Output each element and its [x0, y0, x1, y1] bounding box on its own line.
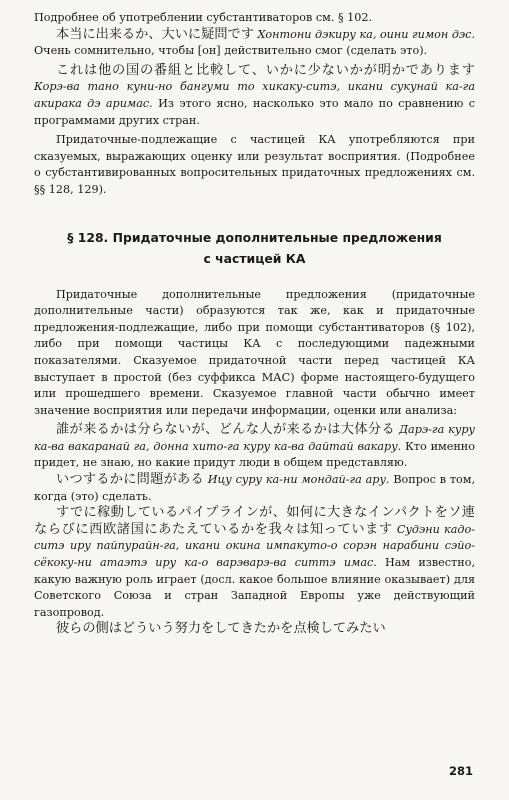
example-sentence [34, 621, 475, 638]
example-sentence [34, 63, 475, 129]
transliteration: Ицу суру ка-ни мондай-га ару. [203, 473, 390, 487]
example-sentence [34, 472, 475, 505]
japanese-text: すでに稼動しているパイプラインが、如何に大きなインパクトをソ連ならびに西欧諸国にあたえているかを我々は知っています [34, 505, 475, 537]
transliteration: Судэни кадо-ситэ иру пайпурайн-га, икани окина импакуто-о сорэн нарабини сэйо-сёкоку-ни атаэтэ иру ка-о варэварэ-ва ситтэ имас. [34, 522, 475, 570]
translation: Очень сомнительно, чтобы [он] действительно смог (сделать это). [34, 44, 428, 58]
section-title-line: § 128. Придаточные дополнительные предложения [67, 229, 442, 245]
example-sentence [34, 422, 475, 472]
section-heading [34, 227, 475, 269]
transliteration: Корэ-ва тано куни-но бангуми то хикаку-ситэ, икани сукунай ка-га акирака дэ аримас. [34, 80, 475, 110]
paragraph: Придаточные-подлежащие с частицей КА употребляются при сказуемых, выражающих оценку или результат восприятия. (Подробнее о субстантивированных вопросительных придаточных предложениях см. §§ 128, 129). [34, 133, 475, 196]
paragraph: Подробнее об употреблении субстантиваторов см. § 102. [34, 11, 373, 24]
translation: Из этого ясно, насколько это мало по сравнению с программами других стран. [34, 96, 475, 127]
example-sentence [34, 27, 475, 60]
example-sentence [34, 505, 475, 621]
section-title-line: с частицей КА [203, 250, 306, 266]
japanese-text: 誰が来るかは分らないが、どんな人が来るかは大体分る [56, 422, 396, 438]
page-number: 281 [448, 764, 473, 778]
paragraph: Придаточные дополнительные предложения (придаточные дополнительные части) образуются так же, как и придаточные предложения-подлежащие, либо при помощи субстантиваторов (§ 102), либо при помощи частицы КА с последующими падежными показателями. Сказуемое придаточной части перед частицей КА выступает в простой (без суффикса МАС) форме настоящего-будущего или прошедшего времени. Сказуемое главной части обычно имеет значение восприятия или передачи информации, оценки или анализа: [34, 287, 475, 417]
japanese-text: いつするかに問題がある [56, 472, 204, 488]
transliteration: Хонтони дэкиру ка, оини гимон дэс. [253, 27, 475, 41]
japanese-text: 本当に出来るか、大いに疑問です [56, 26, 254, 42]
translation: Нам известно, какую важную роль играет (досл. какое большое влияние оказывает) для Советского Союза и стран Западной Европы уже действующий газопровод. [34, 556, 475, 619]
translation: Кто именно придет, не знаю, но какие придут люди в общем представляю. [34, 439, 475, 470]
translation: Вопрос в том, когда (это) сделать. [34, 473, 476, 503]
japanese-text: 彼らの側はどういう努力をしてきたかを点検してみたい [56, 621, 386, 637]
japanese-text: これは他の国の番組と比較して、いかに少ないかが明かであります [56, 62, 475, 78]
transliteration: Дарэ-га куру ка-ва вакаранай га, донна хито-га куру ка-ва дайтай вакару. [34, 423, 476, 453]
